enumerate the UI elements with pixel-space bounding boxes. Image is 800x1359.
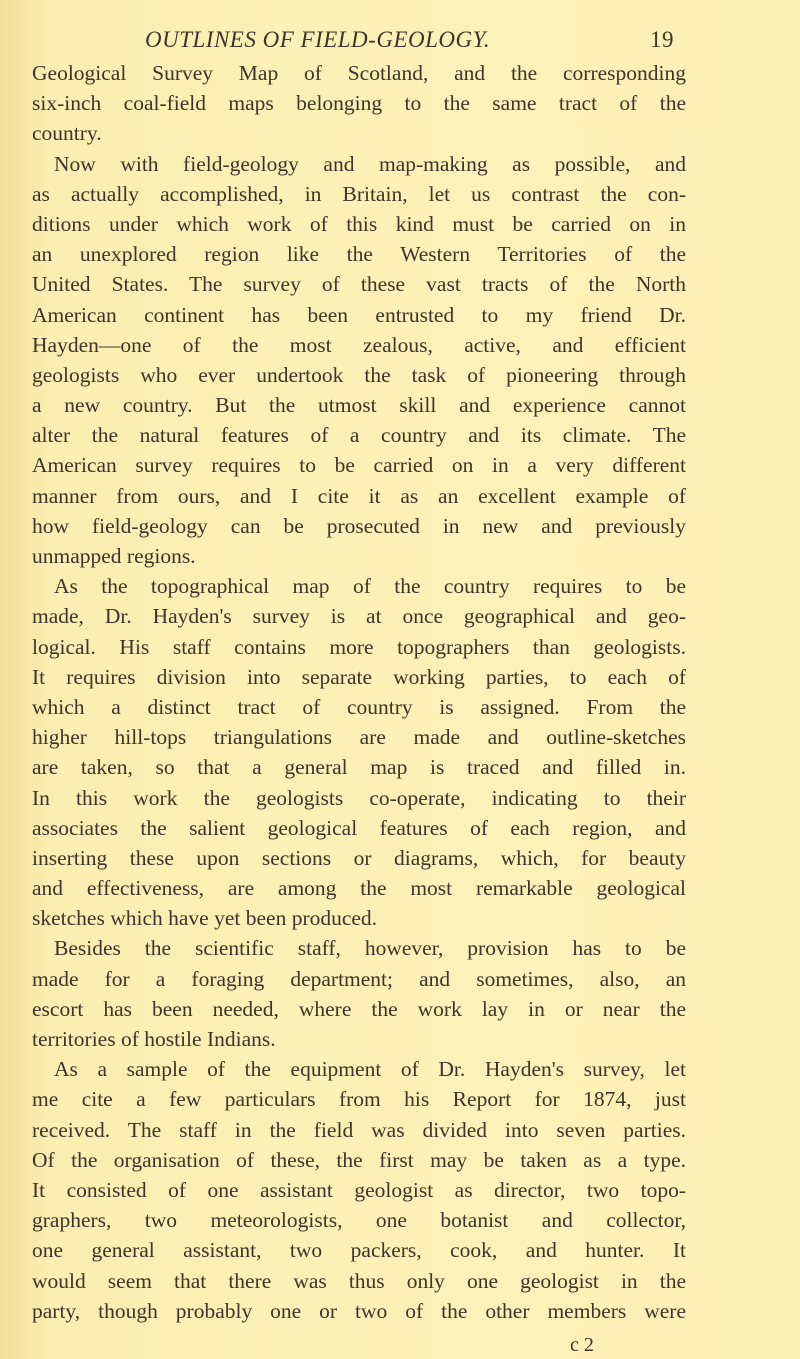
text-line: territories of hostile Indians. — [32, 1027, 276, 1051]
text-line: Of the organisation of these, the first may be taken as a type. — [32, 1147, 686, 1172]
text-line: are taken, so that a general map is traced and filled in. — [32, 755, 686, 780]
body-text — [32, 58, 686, 1326]
text-line: As the topographical map of the country requires to be — [54, 574, 686, 599]
text-line: As a sample of the equipment of Dr. Hayden's survey, let — [54, 1057, 686, 1082]
text-line: sketches which have yet been produced. — [32, 906, 378, 931]
text-line: higher hill-tops triangulations are made and outline-sketches — [32, 725, 686, 750]
text-line: It requires division into separate working parties, to each of — [32, 664, 686, 689]
text-line: as actually accomplished, in Britain, let us contrast the con- — [32, 181, 686, 206]
text-line: alter the natural features of a country and its climate. The — [32, 423, 686, 448]
text-line: country. — [32, 121, 102, 146]
text-line: a new country. But the utmost skill and experience cannot — [32, 393, 686, 418]
text-line: which a distinct tract of country is assigned. From the — [32, 694, 686, 719]
running-title: OUTLINES OF FIELD-GEOLOGY. — [145, 27, 491, 52]
text-line: one general assistant, two packers, cook, and hunter. It — [32, 1238, 686, 1263]
text-line: Hayden—one of the most zealous, active, and efficient — [32, 332, 686, 357]
text-line: an unexplored region like the Western Territories of the — [32, 242, 686, 267]
text-line: American continent has been entrusted to my friend Dr. — [32, 302, 686, 327]
text-line: geologists who ever undertook the task of pioneering through — [32, 362, 686, 387]
text-line: and effectiveness, are among the most remarkable geological — [32, 876, 686, 901]
text-line: would seem that there was thus only one geologist in the — [32, 1268, 686, 1293]
text-line: In this work the geologists co-operate, indicating to their — [32, 785, 686, 810]
text-line: It consisted of one assistant geologist as director, two topo- — [32, 1177, 686, 1202]
text-line: Geological Survey Map of Scotland, and the corresponding — [32, 61, 686, 85]
signature-mark: c 2 — [570, 1334, 594, 1356]
text-line: manner from ours, and I cite it as an excellent example of — [32, 483, 686, 508]
text-line: made, Dr. Hayden's survey is at once geographical and geo- — [32, 604, 686, 629]
text-line: Besides the scientific staff, however, provision has to be — [54, 936, 686, 961]
text-line: associates the salient geological features of each region, and — [32, 815, 686, 840]
text-line: me cite a few particulars from his Report for 1874, just — [32, 1087, 686, 1112]
text-line: graphers, two meteorologists, one botanist and collector, — [32, 1208, 686, 1233]
text-line: how field-geology can be prosecuted in new and previously — [32, 513, 686, 538]
text-line: made for a foraging department; and sometimes, also, an — [32, 966, 686, 991]
text-line: inserting these upon sections or diagrams, which, for beauty — [32, 845, 686, 870]
text-line: logical. His staff contains more topographers than geologists. — [32, 634, 686, 659]
text-line: Now with field-geology and map-making as possible, and — [54, 151, 686, 176]
text-line: American survey requires to be carried on in a very different — [32, 453, 686, 478]
text-line: unmapped regions. — [32, 544, 196, 568]
text-line: received. The staff in the field was divided into seven parties. — [32, 1117, 686, 1142]
text-line: party, though probably one or two of the other members were — [32, 1298, 686, 1323]
text-line: six-inch coal-field maps belonging to the same tract of the — [32, 91, 686, 116]
text-line: escort has been needed, where the work lay in or near the — [32, 996, 686, 1021]
page-number: 19 — [650, 27, 674, 52]
running-header — [145, 26, 685, 54]
text-line: United States. The survey of these vast tracts of the North — [32, 272, 686, 297]
text-line: ditions under which work of this kind must be carried on in — [32, 211, 686, 236]
